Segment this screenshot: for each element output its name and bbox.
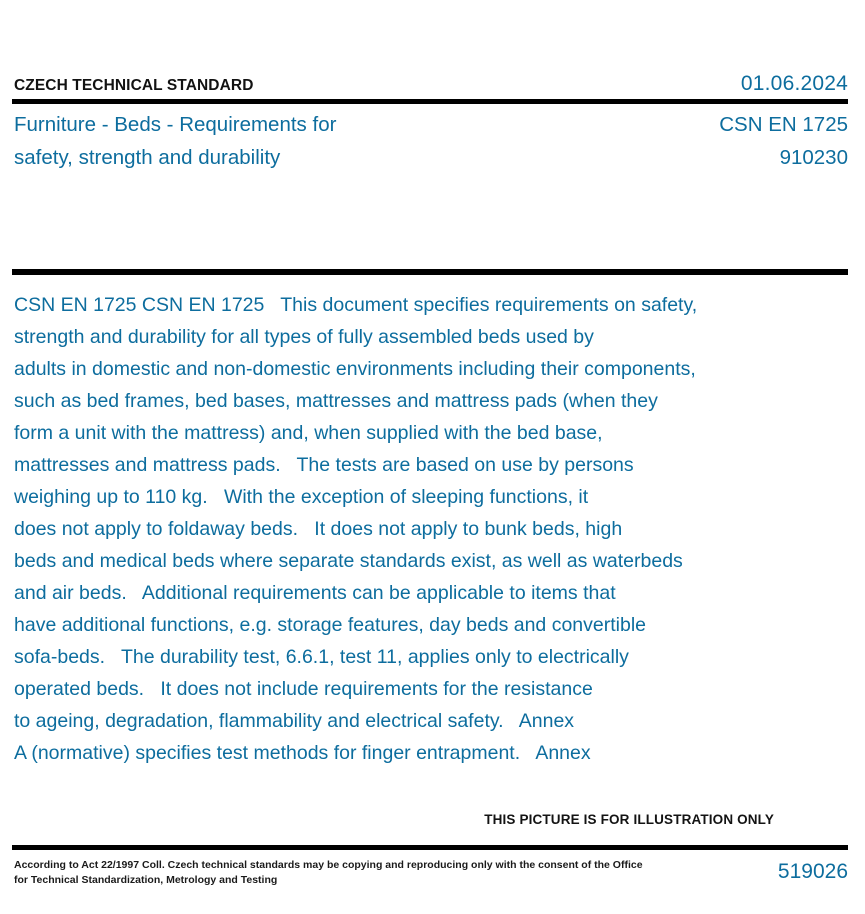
title-line-2 [14,146,848,179]
abstract-line: weighing up to 110 kg. With the exception of sleeping functions, it [14,486,589,508]
abstract-line: and air beds. Additional requirements can be applicable to items that [14,582,616,604]
abstract-line: does not apply to foldaway beds. It does not apply to bunk beds, high [14,518,623,540]
abstract-line: have additional functions, e.g. storage features, day beds and convertible [14,614,646,636]
copyright-notice-line-2: for Technical Standardization, Metrology and Testing [14,874,278,886]
abstract-line: mattresses and mattress pads. The tests are based on use by persons [14,454,634,476]
abstract-text-block [14,289,834,769]
header-divider-rule [12,99,848,104]
abstract-line: such as bed frames, bed bases, mattresses and mattress pads (when they [14,390,658,412]
abstract-line: beds and medical beds where separate standards exist, as well as waterbeds [14,550,683,572]
abstract-line: A (normative) specifies test methods for finger entrapment. Annex [14,742,591,764]
abstract-divider-rule [12,269,848,275]
abstract-line: strength and durability for all types of fully assembled beds used by [14,326,594,348]
document-title-line-2: safety, strength and durability [14,146,281,169]
classification-code: 910230 [779,146,848,169]
footer-divider-rule [12,845,848,850]
abstract-line: adults in domestic and non-domestic environments including their components, [14,358,696,380]
publication-date: 01.06.2024 [740,72,848,95]
document-header [14,72,848,96]
illustration-notice: THIS PICTURE IS FOR ILLUSTRATION ONLY [484,812,774,827]
document-footer [14,858,848,888]
catalog-number: 519026 [777,860,848,883]
standard-designation: CSN EN 1725 [719,113,848,136]
abstract-line: operated beds. It does not include requirements for the resistance [14,678,593,700]
copyright-notice-line-1: According to Act 22/1997 Coll. Czech technical standards may be copying and reproducing only with the consent of the Office [14,859,643,871]
document-title-line-1: Furniture - Beds - Requirements for [14,113,337,136]
copyright-notice [14,858,643,888]
abstract-line: form a unit with the mattress) and, when supplied with the bed base, [14,422,603,444]
standard-type-label: CZECH TECHNICAL STANDARD [14,77,254,94]
title-block [14,113,848,179]
abstract-line: to ageing, degradation, flammability and electrical safety. Annex [14,710,575,732]
abstract-line: CSN EN 1725 CSN EN 1725 This document specifies requirements on safety, [14,294,698,316]
title-line-1 [14,113,848,146]
abstract-line: sofa-beds. The durability test, 6.6.1, test 11, applies only to electrically [14,646,629,668]
